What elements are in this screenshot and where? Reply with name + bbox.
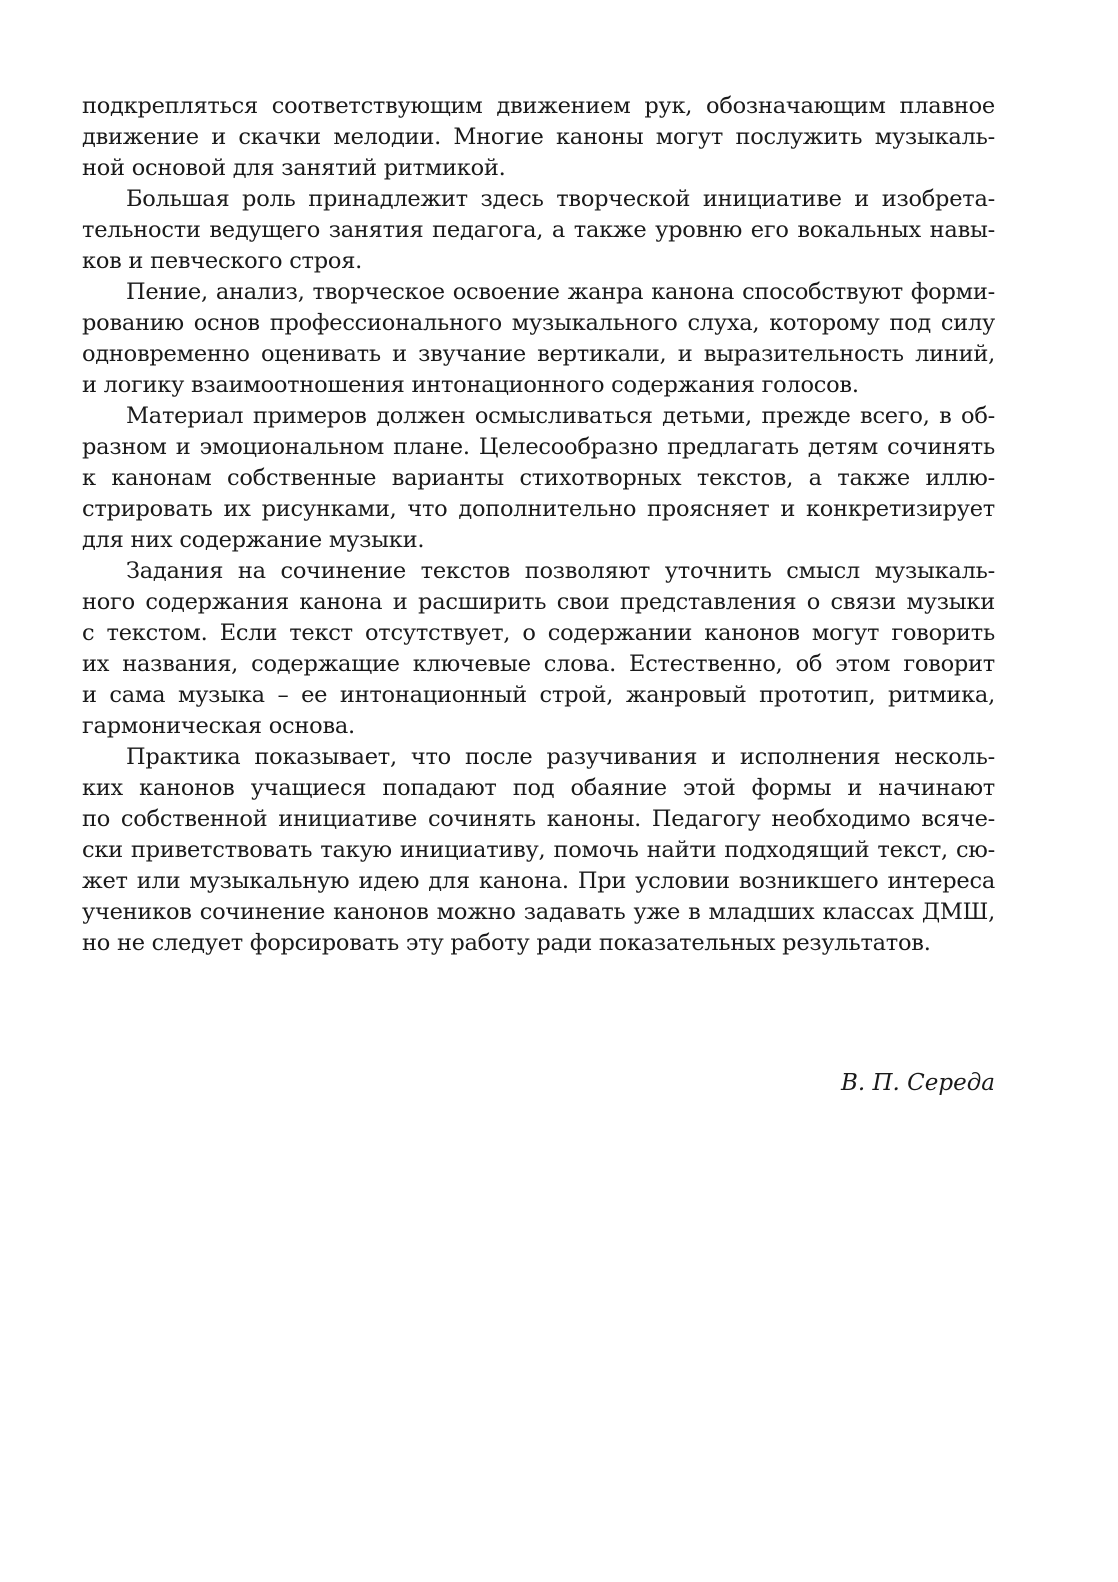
text-line: ной основой для занятий ритмикой. (82, 155, 506, 181)
text-line: и логику взаимоотношения интонационного содержания голосов. (82, 372, 859, 398)
text-line: их названия, содержащие ключевые слова. Естественно, об этом говорит (82, 651, 995, 677)
page-body (82, 91, 995, 959)
text-line: ски приветствовать такую инициативу, помочь найти подходящий текст, сю- (82, 837, 995, 863)
paragraph (82, 277, 995, 401)
text-line: по собственной инициативе сочинять каноны. Педагогу необходимо всяче- (82, 806, 995, 832)
text-line: Пение, анализ, творческое освоение жанра канона способствуют форми- (126, 279, 995, 305)
text-line: с текстом. Если текст отсутствует, о содержании канонов могут говорить (82, 620, 995, 646)
text-line: и сама музыка – ее интонационный строй, жанровый прототип, ритмика, (82, 682, 995, 708)
text-line: жет или музыкальную идею для канона. При условии возникшего интереса (82, 868, 995, 894)
text-line: стрировать их рисунками, что дополнительно проясняет и конкретизирует (82, 496, 995, 522)
text-line: рованию основ профессионального музыкального слуха, которому под силу (82, 310, 995, 336)
text-line: но не следует форсировать эту работу ради показательных результатов. (82, 930, 931, 956)
text-line: движение и скачки мелодии. Многие каноны могут послужить музыкаль- (82, 124, 995, 150)
text-line: ного содержания канона и расширить свои представления о связи музыки (82, 589, 995, 615)
author-signature: В. П. Середа (840, 1070, 995, 1096)
paragraph (82, 556, 995, 742)
text-line: Практика показывает, что после разучивания и исполнения несколь- (126, 744, 995, 770)
text-line: для них содержание музыки. (82, 527, 425, 553)
paragraph (82, 401, 995, 556)
text-line: Задания на сочинение текстов позволяют уточнить смысл музыкаль- (126, 558, 995, 584)
text-line: ких канонов учащиеся попадают под обаяние этой формы и начинают (82, 775, 995, 801)
paragraph (82, 184, 995, 277)
text-line: учеников сочинение канонов можно задавать уже в младших классах ДМШ, (82, 899, 995, 925)
text-line: ков и певческого строя. (82, 248, 363, 274)
paragraph (82, 91, 995, 184)
text-line: разном и эмоциональном плане. Целесообразно предлагать детям сочинять (82, 434, 995, 460)
text-line: к канонам собственные варианты стихотворных текстов, а также иллю- (82, 465, 995, 491)
text-line: Большая роль принадлежит здесь творческой инициативе и изобрета- (126, 186, 995, 212)
text-line: одновременно оценивать и звучание вертикали, и выразительность линий, (82, 341, 995, 367)
text-line: тельности ведущего занятия педагога, а также уровню его вокальных навы- (82, 217, 995, 243)
paragraph (82, 742, 995, 959)
text-line: гармоническая основа. (82, 713, 355, 739)
text-line: подкрепляться соответствующим движением рук, обозначающим плавное (82, 93, 995, 119)
text-line: Материал примеров должен осмысливаться детьми, прежде всего, в об- (126, 403, 995, 429)
